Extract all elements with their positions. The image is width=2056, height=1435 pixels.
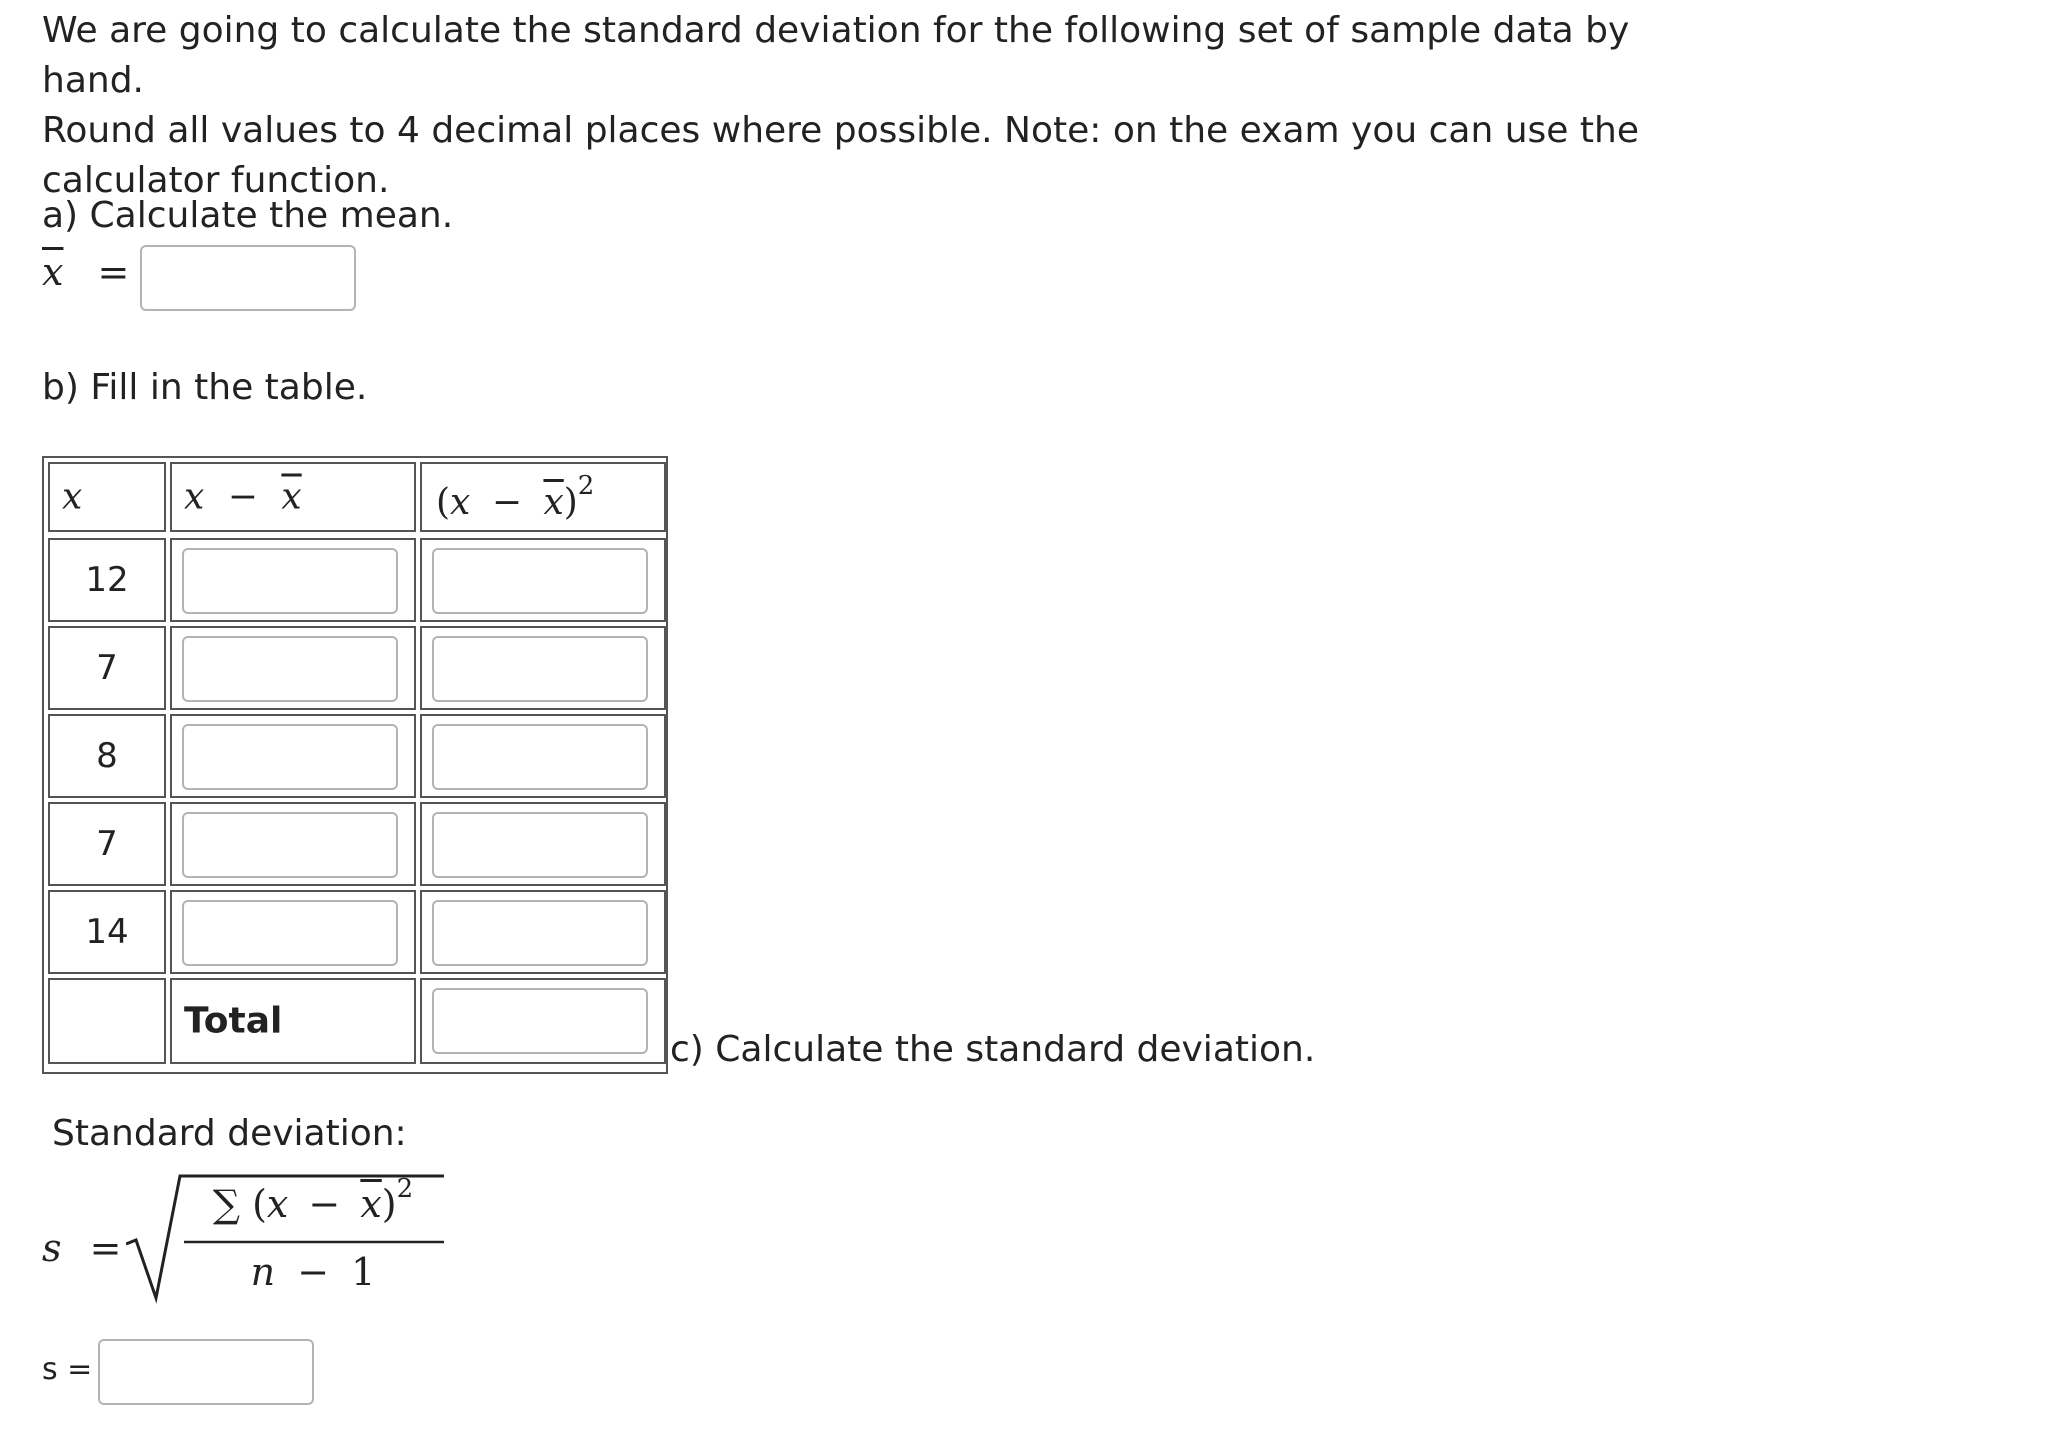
numerator-xbar: $\overline{x}$ [360,1182,382,1226]
part-b-prompt: b) Fill in the table. [42,367,368,408]
header-deviation-xbar: $\overline{x}$ [281,476,302,518]
row-2-squared-input[interactable] [432,636,648,702]
total-row-empty-cell [48,978,166,1064]
header-deviation-x: x [184,476,205,518]
instructions-line-3: calculator function. [42,160,390,201]
mean-symbol [42,250,129,294]
formula-equals: = [89,1226,122,1270]
denominator-n: n [250,1250,276,1294]
row-2-deviation-input[interactable] [182,636,398,702]
total-value-cell [420,978,666,1064]
row-5-deviation-input[interactable] [182,900,398,966]
table-row-1-sq-cell [420,538,666,622]
table-row-5-x [48,890,166,974]
formula-lhs [42,1226,121,1270]
table-row-4-x [48,802,166,886]
header-squared-exponent: 2 [577,471,595,501]
total-squared-input[interactable] [432,988,648,1054]
deviation-table [42,456,668,1074]
mean-equals: = [97,250,130,294]
table-row-2-x [48,626,166,710]
denominator-minus: − [297,1250,330,1294]
header-squared-xbar: $\overline{x}$ [543,482,564,523]
row-4-squared-input[interactable] [432,812,648,878]
header-squared-label [436,471,594,523]
table-row-1-x [48,538,166,622]
numerator-open: ( [252,1182,267,1226]
row-2-value: 7 [96,648,118,688]
total-label: Total [184,1000,283,1042]
header-squared-x: x [450,482,471,523]
numerator-close: ) [381,1182,397,1226]
standard-deviation-label: Standard deviation: [52,1113,407,1154]
table-row-5-sq-cell [420,890,666,974]
row-5-value: 14 [85,912,129,952]
mean-input[interactable] [140,245,356,311]
numerator-minus: − [308,1182,341,1226]
table-row-2-dev-cell [170,626,416,710]
table-row-3-sq-cell [420,714,666,798]
instructions-line-1: We are going to calculate the standard deviation for the following set of sample data by hand. [42,10,1630,101]
header-squared-minus: − [491,482,522,523]
row-3-squared-input[interactable] [432,724,648,790]
header-squared-open: ( [436,482,451,523]
standard-deviation-formula [42,1170,422,1310]
header-deviation-label [184,477,302,518]
header-deviation [170,462,416,532]
part-a-prompt: a) Calculate the mean. [42,195,454,236]
part-c-prompt: c) Calculate the standard deviation. [670,1029,1316,1070]
row-1-value: 12 [85,560,129,600]
formula-s: s [42,1226,62,1270]
row-4-deviation-input[interactable] [182,812,398,878]
formula-denominator [184,1250,442,1294]
row-3-deviation-input[interactable] [182,724,398,790]
table-row-4-dev-cell [170,802,416,886]
denominator-one: 1 [351,1250,376,1294]
x-bar: $\overline{x}$ [42,250,64,294]
numerator-x: x [266,1182,289,1226]
table-row-5-dev-cell [170,890,416,974]
header-deviation-minus: − [227,476,258,518]
formula-numerator [184,1174,442,1226]
table-row-2-sq-cell [420,626,666,710]
total-label-cell [170,978,416,1064]
table-row-3-x [48,714,166,798]
row-5-squared-input[interactable] [432,900,648,966]
header-squared-close: ) [563,482,578,523]
row-4-value: 7 [96,824,118,864]
table-row-3-dev-cell [170,714,416,798]
table-row-4-sq-cell [420,802,666,886]
instructions [42,6,1682,206]
header-squared-deviation [420,462,666,532]
header-x-label: x [62,476,83,518]
sigma-symbol: ∑ [212,1182,240,1226]
row-1-deviation-input[interactable] [182,548,398,614]
s-answer-label: s = [42,1352,93,1387]
row-1-squared-input[interactable] [432,548,648,614]
standard-deviation-input[interactable] [98,1339,314,1405]
table-row-1-dev-cell [170,538,416,622]
instructions-line-2: Round all values to 4 decimal places where possible. Note: on the exam you can use the [42,110,1639,151]
row-3-value: 8 [96,736,118,776]
header-x [48,462,166,532]
numerator-exponent: 2 [396,1174,414,1204]
